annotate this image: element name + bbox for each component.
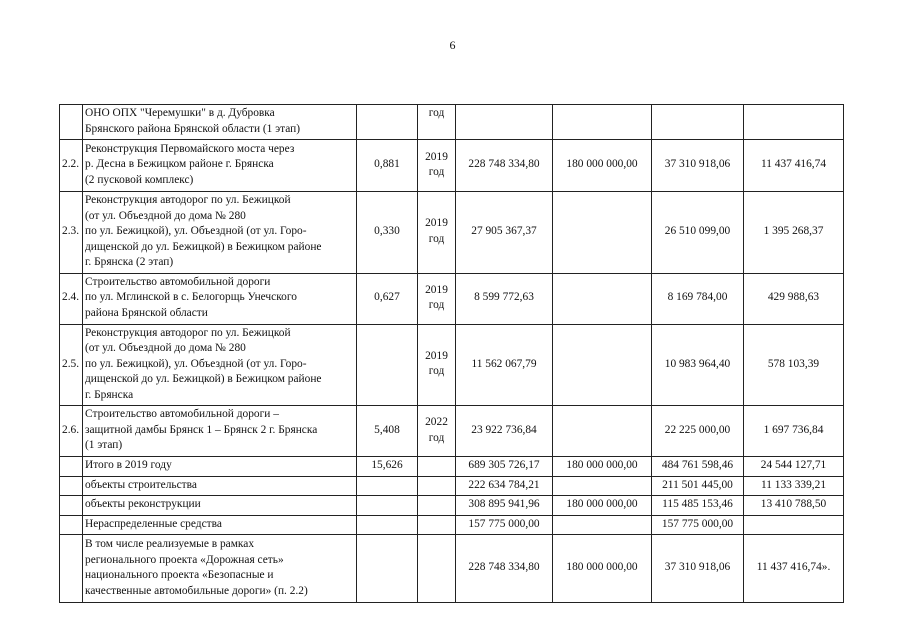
row-number: 2.3. xyxy=(60,192,83,274)
object-name: Реконструкция автодорог по ул. Бежицкой (от ул. Объездной до дома № 280 по ул. Бежицкой), ул. Объездной (от ул. Горо- дищенской до ул. Бежицкой) в Бежицком районе г. Брянска (2 этап) xyxy=(83,192,357,274)
federal-amount xyxy=(553,406,652,457)
federal-amount xyxy=(553,192,652,274)
local-amount: 1 697 736,84 xyxy=(744,406,844,457)
object-name: ОНО ОПХ "Черемушки" в д. Дубровка Брянского района Брянской области (1 этап) xyxy=(83,105,357,140)
year-value: 2019 год xyxy=(418,324,456,406)
table-row xyxy=(60,324,844,406)
local-amount: 429 988,63 xyxy=(744,273,844,324)
local-amount: 11 133 339,21 xyxy=(744,476,844,496)
length-value: 5,408 xyxy=(357,406,418,457)
table-row xyxy=(60,105,844,140)
table-row xyxy=(60,192,844,274)
regional-amount: 157 775 000,00 xyxy=(652,515,744,535)
total-amount: 228 748 334,80 xyxy=(456,535,553,603)
federal-amount xyxy=(553,476,652,496)
total-amount xyxy=(456,105,553,140)
summary-label: объекты реконструкции xyxy=(83,496,357,516)
total-amount: 23 922 736,84 xyxy=(456,406,553,457)
regional-amount: 22 225 000,00 xyxy=(652,406,744,457)
summary-row-total xyxy=(60,457,844,477)
length-value: 15,626 xyxy=(357,457,418,477)
length-value: 0,330 xyxy=(357,192,418,274)
year-value: 2019 год xyxy=(418,192,456,274)
length-value: 0,881 xyxy=(357,140,418,192)
length-value xyxy=(357,515,418,535)
regional-amount: 10 983 964,40 xyxy=(652,324,744,406)
summary-label: Итого в 2019 году xyxy=(83,457,357,477)
federal-amount xyxy=(553,324,652,406)
table-row xyxy=(60,140,844,192)
regional-amount: 211 501 445,00 xyxy=(652,476,744,496)
length-value xyxy=(357,476,418,496)
total-amount: 157 775 000,00 xyxy=(456,515,553,535)
regional-amount: 484 761 598,46 xyxy=(652,457,744,477)
regional-amount: 37 310 918,06 xyxy=(652,535,744,603)
length-value: 0,627 xyxy=(357,273,418,324)
local-amount: 11 437 416,74 xyxy=(744,140,844,192)
national-project-label: В том числе реализуемые в рамках регионального проекта «Дорожная сеть» национального проекта «Безопасные и качественные автомобильные дороги» (п. 2.2) xyxy=(83,535,357,603)
regional-amount: 37 310 918,06 xyxy=(652,140,744,192)
length-value xyxy=(357,105,418,140)
regional-amount: 26 510 099,00 xyxy=(652,192,744,274)
summary-row-reconstruction xyxy=(60,496,844,516)
regional-amount: 115 485 153,46 xyxy=(652,496,744,516)
total-amount: 11 562 067,79 xyxy=(456,324,553,406)
object-name: Реконструкция Первомайского моста через р. Десна в Бежицком районе г. Брянска (2 пусковой комплекс) xyxy=(83,140,357,192)
federal-amount: 180 000 000,00 xyxy=(553,535,652,603)
federal-amount: 180 000 000,00 xyxy=(553,457,652,477)
regional-amount: 8 169 784,00 xyxy=(652,273,744,324)
local-amount xyxy=(744,515,844,535)
table-row xyxy=(60,273,844,324)
total-amount: 689 305 726,17 xyxy=(456,457,553,477)
local-amount: 13 410 788,50 xyxy=(744,496,844,516)
summary-row-construction xyxy=(60,476,844,496)
federal-amount xyxy=(553,515,652,535)
local-amount: 578 103,39 xyxy=(744,324,844,406)
row-number: 2.4. xyxy=(60,273,83,324)
year-value: 2022 год xyxy=(418,406,456,457)
total-amount: 308 895 941,96 xyxy=(456,496,553,516)
summary-label: Нераспределенные средства xyxy=(83,515,357,535)
row-number xyxy=(60,105,83,140)
local-amount: 24 544 127,71 xyxy=(744,457,844,477)
row-number: 2.5. xyxy=(60,324,83,406)
total-amount: 27 905 367,37 xyxy=(456,192,553,274)
federal-amount xyxy=(553,273,652,324)
federal-amount xyxy=(553,105,652,140)
year-value: 2019 год xyxy=(418,273,456,324)
summary-label: объекты строительства xyxy=(83,476,357,496)
local-amount: 1 395 268,37 xyxy=(744,192,844,274)
length-value xyxy=(357,496,418,516)
total-amount: 222 634 784,21 xyxy=(456,476,553,496)
object-name: Строительство автомобильной дороги – защитной дамбы Брянск 1 – Брянск 2 г. Брянска (1 этап) xyxy=(83,406,357,457)
page-number: 6 xyxy=(449,38,456,52)
financing-table xyxy=(59,104,844,603)
local-amount xyxy=(744,105,844,140)
length-value xyxy=(357,324,418,406)
row-number: 2.2. xyxy=(60,140,83,192)
federal-amount: 180 000 000,00 xyxy=(553,496,652,516)
local-amount: 11 437 416,74». xyxy=(744,535,844,603)
object-name: Реконструкция автодорог по ул. Бежицкой (от ул. Объездной до дома № 280 по ул. Бежицкой), ул. Объездной (от ул. Горо- дищенской до ул. Бежицкой) в Бежицком районе г. Брянска xyxy=(83,324,357,406)
year-value: 2019 год xyxy=(418,140,456,192)
object-name: Строительство автомобильной дороги по ул. Мглинской в с. Белогорщь Унечского района Брянской области xyxy=(83,273,357,324)
row-number: 2.6. xyxy=(60,406,83,457)
total-amount: 228 748 334,80 xyxy=(456,140,553,192)
year-value: год xyxy=(418,105,456,140)
total-amount: 8 599 772,63 xyxy=(456,273,553,324)
regional-amount xyxy=(652,105,744,140)
national-project-row xyxy=(60,535,844,603)
table-row xyxy=(60,406,844,457)
federal-amount: 180 000 000,00 xyxy=(553,140,652,192)
summary-row-unallocated xyxy=(60,515,844,535)
